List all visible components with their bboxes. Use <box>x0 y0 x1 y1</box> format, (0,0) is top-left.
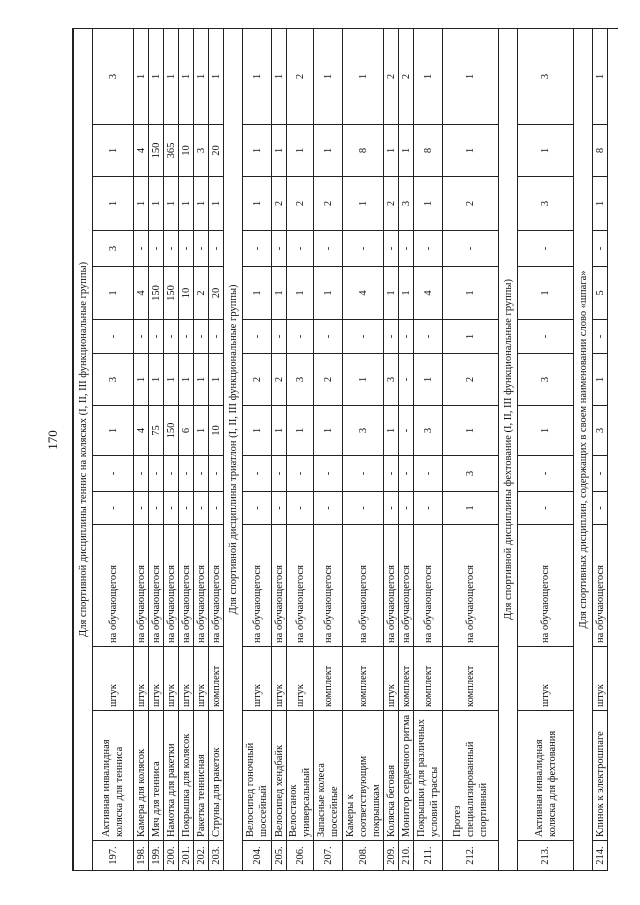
value-cell: 2 <box>443 354 499 406</box>
value-cell: - <box>287 492 314 525</box>
table-row <box>399 28 414 870</box>
value-cell: 1 <box>384 125 399 177</box>
value-cell: - <box>414 231 443 267</box>
value-cell: 1 <box>149 177 164 231</box>
value-cell: 1 <box>149 354 164 406</box>
value-cell: 1 <box>243 267 272 320</box>
value-cell: 1 <box>164 28 179 124</box>
row-number: 203. <box>209 841 224 871</box>
value-cell: 10 <box>179 125 194 177</box>
basis-cell: на обучающегося <box>384 525 399 647</box>
unit-cell: штук <box>179 647 194 711</box>
item-name: Клинок к электрошпаге <box>593 711 608 841</box>
value-cell: 1 <box>194 406 209 456</box>
equipment-table <box>73 28 608 871</box>
value-cell: 1 <box>443 492 499 525</box>
rotated-table-wrapper <box>73 29 618 871</box>
value-cell: - <box>194 456 209 492</box>
value-cell: 3 <box>443 456 499 492</box>
value-cell: 5 <box>593 267 608 320</box>
row-number: 207. <box>314 841 343 871</box>
section-header-row <box>74 28 93 870</box>
value-cell: 1 <box>243 28 272 124</box>
value-cell: 1 <box>164 354 179 406</box>
value-cell: 3 <box>93 28 134 124</box>
value-cell: - <box>593 456 608 492</box>
table-row <box>209 28 224 870</box>
item-name: Покрышка для колясок <box>179 711 194 841</box>
value-cell: - <box>243 231 272 267</box>
value-cell: - <box>243 320 272 354</box>
value-cell: 2 <box>314 354 343 406</box>
unit-cell: штук <box>194 647 209 711</box>
value-cell: - <box>287 456 314 492</box>
item-name: Активная инвалидная коляска для фехтования <box>518 711 574 841</box>
value-cell: 1 <box>414 28 443 124</box>
value-cell: 1 <box>593 177 608 231</box>
value-cell: 8 <box>414 125 443 177</box>
table-row <box>384 28 399 870</box>
unit-cell: штук <box>518 647 574 711</box>
basis-cell: на обучающегося <box>243 525 272 647</box>
value-cell: 20 <box>209 125 224 177</box>
value-cell: - <box>209 320 224 354</box>
value-cell: - <box>134 320 149 354</box>
value-cell: - <box>209 456 224 492</box>
value-cell: 1 <box>414 354 443 406</box>
row-number: 213. <box>518 841 574 871</box>
basis-cell: на обучающегося <box>593 525 608 647</box>
section-title: Для спортивной дисциплины теннис на колясках (I, II, III функциональные группы) <box>74 28 93 870</box>
value-cell: 20 <box>209 267 224 320</box>
value-cell: 3 <box>518 28 574 124</box>
value-cell: 1 <box>414 177 443 231</box>
value-cell: 75 <box>149 406 164 456</box>
value-cell: - <box>164 320 179 354</box>
value-cell: 1 <box>399 267 414 320</box>
basis-cell: на обучающегося <box>209 525 224 647</box>
value-cell: 1 <box>518 267 574 320</box>
value-cell: - <box>518 456 574 492</box>
row-number: 204. <box>243 841 272 871</box>
item-name: Камеры к соответствующим покрышкам <box>343 711 384 841</box>
value-cell: - <box>164 456 179 492</box>
value-cell: 2 <box>287 177 314 231</box>
value-cell: - <box>272 456 287 492</box>
value-cell: 1 <box>149 28 164 124</box>
value-cell: 1 <box>179 354 194 406</box>
table-row <box>149 28 164 870</box>
value-cell: 1 <box>243 177 272 231</box>
value-cell: 1 <box>194 177 209 231</box>
value-cell: - <box>164 492 179 525</box>
table-row <box>164 28 179 870</box>
value-cell: 2 <box>272 177 287 231</box>
value-cell: 1 <box>209 354 224 406</box>
value-cell: - <box>384 231 399 267</box>
value-cell: 1 <box>314 267 343 320</box>
basis-cell: на обучающегося <box>443 525 499 647</box>
value-cell: - <box>93 492 134 525</box>
value-cell: - <box>384 456 399 492</box>
value-cell: 1 <box>518 125 574 177</box>
value-cell: 1 <box>443 125 499 177</box>
value-cell: - <box>93 320 134 354</box>
unit-cell: штук <box>164 647 179 711</box>
value-cell: 1 <box>93 267 134 320</box>
value-cell: 1 <box>272 28 287 124</box>
value-cell: - <box>149 320 164 354</box>
value-cell: 2 <box>314 177 343 231</box>
value-cell: 1 <box>179 177 194 231</box>
value-cell: 10 <box>209 406 224 456</box>
table-row <box>414 28 443 870</box>
value-cell: 365 <box>164 125 179 177</box>
value-cell: - <box>343 320 384 354</box>
value-cell: 1 <box>93 406 134 456</box>
section-header-row <box>224 28 243 870</box>
value-cell: 4 <box>134 125 149 177</box>
value-cell: 1 <box>243 406 272 456</box>
value-cell: - <box>314 492 343 525</box>
table-row <box>443 28 499 870</box>
unit-cell: штук <box>384 647 399 711</box>
value-cell: - <box>343 231 384 267</box>
value-cell: 3 <box>518 177 574 231</box>
value-cell: - <box>272 492 287 525</box>
value-cell: - <box>314 231 343 267</box>
section-title: Для спортивных дисциплин, содержащих в своем наименовании слово «шпага» <box>574 28 593 870</box>
value-cell: 1 <box>179 28 194 124</box>
row-number: 209. <box>384 841 399 871</box>
value-cell: 1 <box>209 28 224 124</box>
value-cell: - <box>399 492 414 525</box>
value-cell: - <box>399 320 414 354</box>
value-cell: 2 <box>384 28 399 124</box>
item-name: Велостанок универсальный <box>287 711 314 841</box>
table-row <box>179 28 194 870</box>
value-cell: 1 <box>272 406 287 456</box>
value-cell: 1 <box>314 28 343 124</box>
table-row <box>93 28 134 870</box>
value-cell: - <box>518 492 574 525</box>
basis-cell: на обучающегося <box>399 525 414 647</box>
item-name: Велосипед хендбайк <box>272 711 287 841</box>
basis-cell: на обучающегося <box>164 525 179 647</box>
value-cell: - <box>194 320 209 354</box>
page-number: 170 <box>44 430 60 450</box>
value-cell: - <box>272 320 287 354</box>
value-cell: - <box>134 231 149 267</box>
value-cell: 2 <box>384 177 399 231</box>
value-cell: 1 <box>343 177 384 231</box>
value-cell: 1 <box>518 406 574 456</box>
table-row <box>272 28 287 870</box>
table-row <box>194 28 209 870</box>
row-number: 199. <box>149 841 164 871</box>
basis-cell: на обучающегося <box>343 525 384 647</box>
value-cell: 1 <box>134 28 149 124</box>
value-cell: - <box>399 354 414 406</box>
value-cell: - <box>518 320 574 354</box>
row-number: 214. <box>593 841 608 871</box>
basis-cell: на обучающегося <box>272 525 287 647</box>
value-cell: - <box>164 231 179 267</box>
value-cell: 4 <box>343 267 384 320</box>
unit-cell: штук <box>149 647 164 711</box>
item-name: Мяч для тенниса <box>149 711 164 841</box>
value-cell: - <box>93 456 134 492</box>
basis-cell: на обучающегося <box>194 525 209 647</box>
value-cell: 1 <box>384 267 399 320</box>
value-cell: 1 <box>443 267 499 320</box>
value-cell: 3 <box>593 406 608 456</box>
value-cell: - <box>414 492 443 525</box>
value-cell: - <box>209 492 224 525</box>
value-cell: - <box>134 456 149 492</box>
value-cell: 1 <box>314 125 343 177</box>
value-cell: - <box>194 492 209 525</box>
value-cell: 3 <box>414 406 443 456</box>
value-cell: 3 <box>384 354 399 406</box>
unit-cell: штук <box>287 647 314 711</box>
table-row <box>518 28 574 870</box>
row-number: 212. <box>443 841 499 871</box>
value-cell: - <box>149 492 164 525</box>
row-number: 210. <box>399 841 414 871</box>
value-cell: - <box>149 231 164 267</box>
value-cell: 1 <box>343 354 384 406</box>
value-cell: - <box>399 406 414 456</box>
value-cell: - <box>443 231 499 267</box>
value-cell: 150 <box>149 267 164 320</box>
value-cell: - <box>243 492 272 525</box>
value-cell: 1 <box>443 406 499 456</box>
value-cell: - <box>343 456 384 492</box>
value-cell: - <box>179 492 194 525</box>
value-cell: 3 <box>518 354 574 406</box>
value-cell: 1 <box>194 28 209 124</box>
value-cell: 1 <box>243 125 272 177</box>
value-cell: - <box>134 492 149 525</box>
value-cell: 3 <box>287 354 314 406</box>
value-cell: 1 <box>384 406 399 456</box>
value-cell: 1 <box>134 177 149 231</box>
value-cell: - <box>399 231 414 267</box>
table-row <box>287 28 314 870</box>
item-name: Намотка для ракетки <box>164 711 179 841</box>
basis-cell: на обучающегося <box>93 525 134 647</box>
table-row <box>314 28 343 870</box>
value-cell: 2 <box>443 177 499 231</box>
unit-cell: комплект <box>443 647 499 711</box>
item-name: Запасные колеса шоссейные <box>314 711 343 841</box>
unit-cell: штук <box>243 647 272 711</box>
item-name: Покрышки для различных условий трассы <box>414 711 443 841</box>
value-cell: 1 <box>164 177 179 231</box>
value-cell: 1 <box>134 354 149 406</box>
value-cell: - <box>287 320 314 354</box>
unit-cell: комплект <box>399 647 414 711</box>
value-cell: - <box>414 456 443 492</box>
value-cell: - <box>399 456 414 492</box>
value-cell: 1 <box>314 406 343 456</box>
row-number: 205. <box>272 841 287 871</box>
value-cell: - <box>314 320 343 354</box>
basis-cell: на обучающегося <box>134 525 149 647</box>
item-name: Коляска беговая <box>384 711 399 841</box>
item-name: Камера для колясок <box>134 711 149 841</box>
value-cell: - <box>414 320 443 354</box>
basis-cell: на обучающегося <box>149 525 164 647</box>
value-cell: - <box>179 456 194 492</box>
basis-cell: на обучающегося <box>518 525 574 647</box>
item-name: Ракетка теннисная <box>194 711 209 841</box>
value-cell: 150 <box>164 267 179 320</box>
unit-cell: комплект <box>209 647 224 711</box>
unit-cell: штук <box>272 647 287 711</box>
value-cell: 150 <box>149 125 164 177</box>
basis-cell: на обучающегося <box>414 525 443 647</box>
value-cell: - <box>243 456 272 492</box>
row-number: 197. <box>93 841 134 871</box>
basis-cell: на обучающегося <box>287 525 314 647</box>
value-cell: 3 <box>93 231 134 267</box>
value-cell: - <box>343 492 384 525</box>
unit-cell: комплект <box>343 647 384 711</box>
table-row <box>134 28 149 870</box>
value-cell: 4 <box>134 406 149 456</box>
item-name: Струны для ракеток <box>209 711 224 841</box>
value-cell: 4 <box>134 267 149 320</box>
value-cell: - <box>593 492 608 525</box>
value-cell: 1 <box>272 125 287 177</box>
value-cell: 1 <box>399 125 414 177</box>
value-cell: 3 <box>93 354 134 406</box>
value-cell: 3 <box>343 406 384 456</box>
value-cell: - <box>593 231 608 267</box>
value-cell: 2 <box>399 28 414 124</box>
table-row <box>343 28 384 870</box>
value-cell: 2 <box>243 354 272 406</box>
section-title: Для спортивной дисциплины фехтование (I, II, III функциональные группы) <box>499 28 518 870</box>
value-cell: - <box>194 231 209 267</box>
value-cell: 1 <box>209 177 224 231</box>
value-cell: 1 <box>343 28 384 124</box>
value-cell: 10 <box>179 267 194 320</box>
unit-cell: штук <box>93 647 134 711</box>
item-name: Велосипед гоночный шоссейный <box>243 711 272 841</box>
value-cell: 1 <box>272 267 287 320</box>
item-name: Активная инвалидная коляска для тенниса <box>93 711 134 841</box>
row-number: 208. <box>343 841 384 871</box>
value-cell: - <box>179 231 194 267</box>
unit-cell: штук <box>134 647 149 711</box>
row-number: 211. <box>414 841 443 871</box>
basis-cell: на обучающегося <box>179 525 194 647</box>
value-cell: 8 <box>593 125 608 177</box>
row-number: 200. <box>164 841 179 871</box>
row-number: 202. <box>194 841 209 871</box>
value-cell: 2 <box>272 354 287 406</box>
unit-cell: комплект <box>414 647 443 711</box>
table-row <box>243 28 272 870</box>
value-cell: - <box>314 456 343 492</box>
item-name: Протез специализированный спортивный <box>443 711 499 841</box>
value-cell: 1 <box>93 125 134 177</box>
section-title: Для спортивной дисциплины триатлон (I, II, III функциональные группы) <box>224 28 243 870</box>
document-sheet <box>72 28 618 871</box>
basis-cell: на обучающегося <box>314 525 343 647</box>
value-cell: 2 <box>287 28 314 124</box>
value-cell: 1 <box>287 125 314 177</box>
value-cell: 2 <box>194 267 209 320</box>
row-number: 201. <box>179 841 194 871</box>
value-cell: 4 <box>414 267 443 320</box>
value-cell: 6 <box>179 406 194 456</box>
value-cell: - <box>209 231 224 267</box>
value-cell: - <box>287 231 314 267</box>
unit-cell: штук <box>593 647 608 711</box>
value-cell: 1 <box>194 354 209 406</box>
value-cell: 1 <box>287 406 314 456</box>
value-cell: 1 <box>287 267 314 320</box>
value-cell: - <box>384 320 399 354</box>
value-cell: 1 <box>93 177 134 231</box>
value-cell: - <box>179 320 194 354</box>
value-cell: - <box>384 492 399 525</box>
item-name: Монитор сердечного ритма <box>399 711 414 841</box>
value-cell: 1 <box>593 28 608 124</box>
value-cell: - <box>149 456 164 492</box>
value-cell: 150 <box>164 406 179 456</box>
value-cell: - <box>272 231 287 267</box>
value-cell: 3 <box>194 125 209 177</box>
value-cell: 3 <box>399 177 414 231</box>
value-cell: - <box>518 231 574 267</box>
value-cell: 1 <box>443 28 499 124</box>
section-header-row <box>499 28 518 870</box>
row-number: 198. <box>134 841 149 871</box>
table-row <box>593 28 608 870</box>
value-cell: - <box>593 320 608 354</box>
row-number: 206. <box>287 841 314 871</box>
section-header-row <box>574 28 593 870</box>
value-cell: 1 <box>443 320 499 354</box>
value-cell: 1 <box>593 354 608 406</box>
value-cell: 8 <box>343 125 384 177</box>
unit-cell: комплект <box>314 647 343 711</box>
